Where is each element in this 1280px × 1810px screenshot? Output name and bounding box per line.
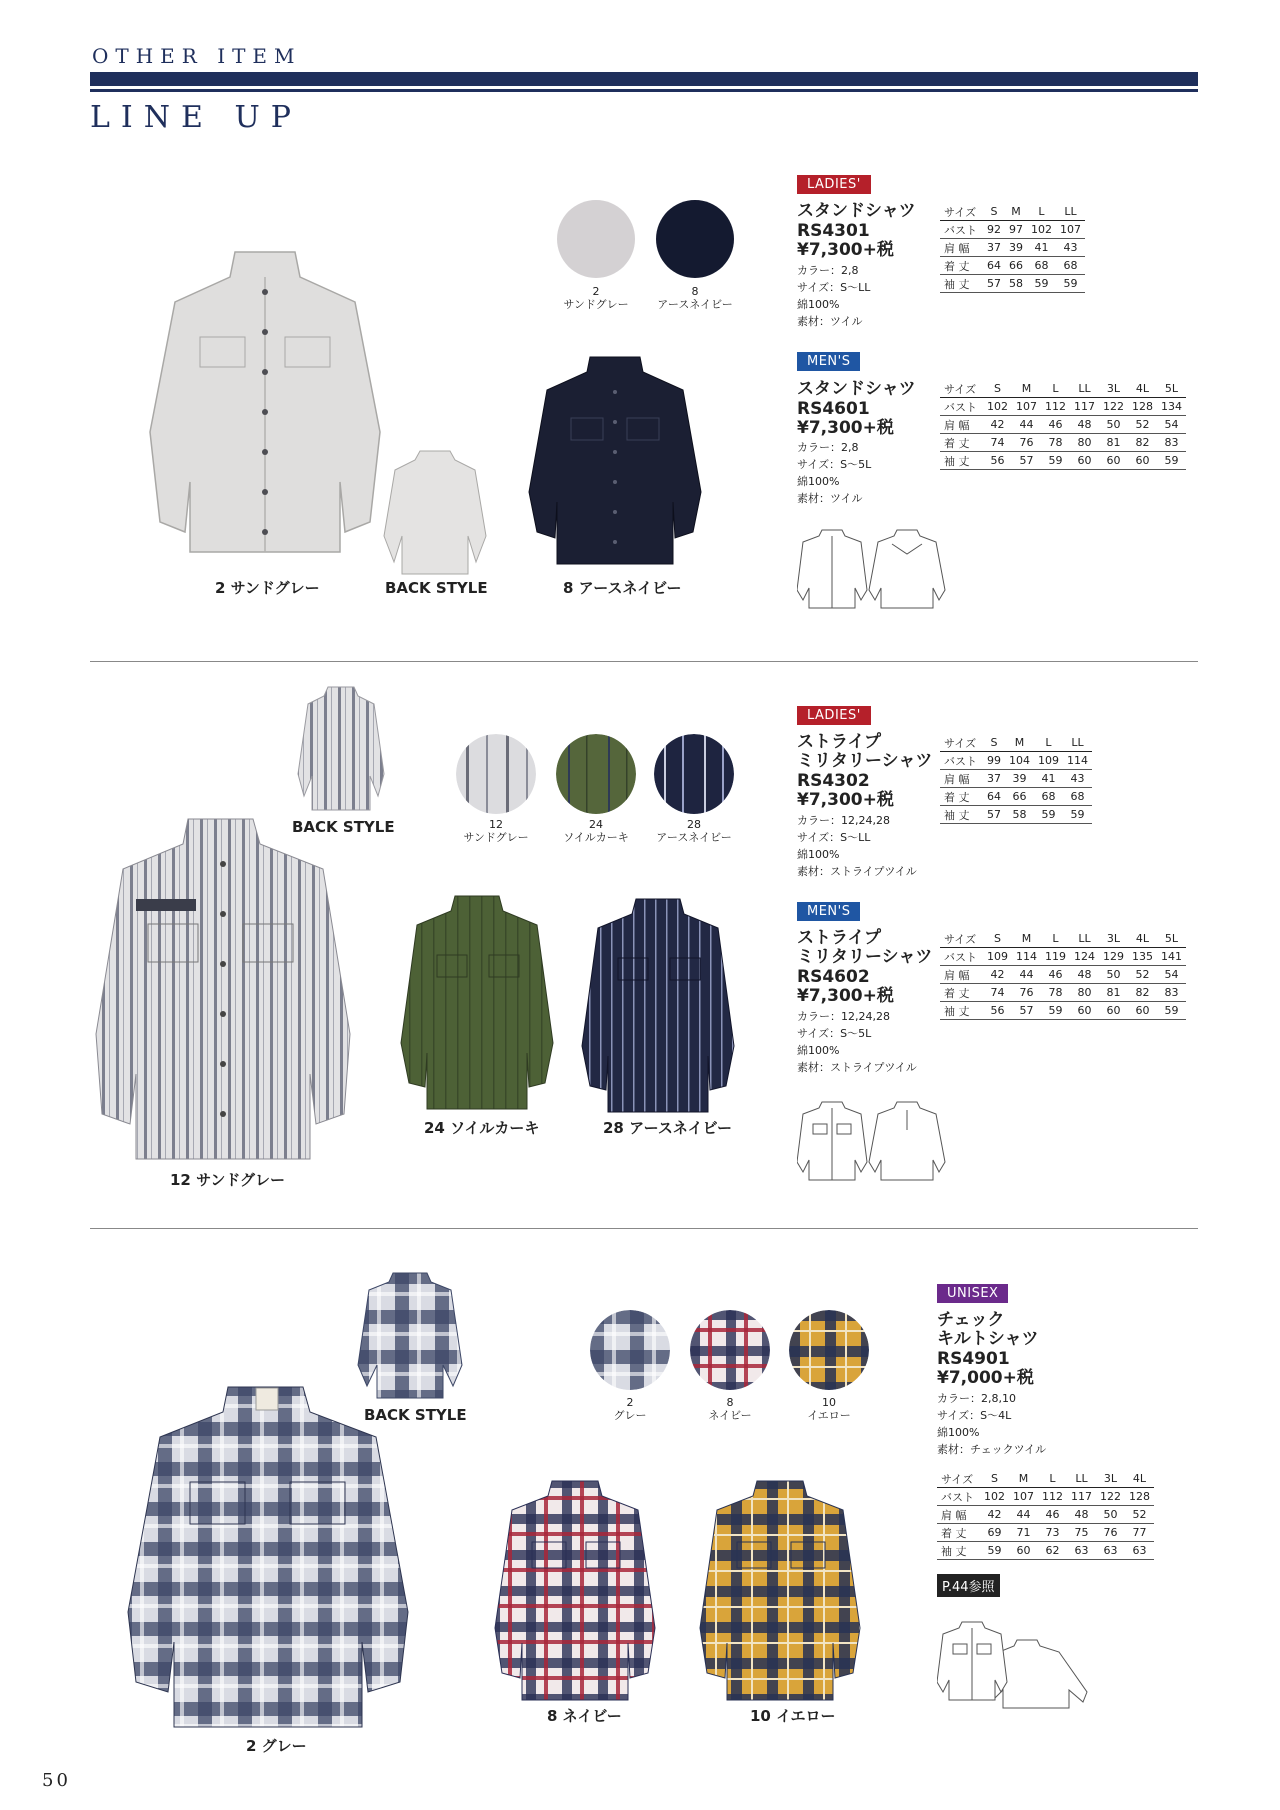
shirt-image-stripe-sand-grey: [88, 814, 358, 1164]
size-table-cell: 54: [1157, 416, 1186, 434]
size-table-cell: 58: [1005, 806, 1034, 824]
size-table-cell: 41: [1027, 239, 1056, 257]
size-table-cell: LL: [1063, 734, 1092, 752]
size-table-cell: 59: [1027, 275, 1056, 293]
caption-soil-khaki: 24 ソイルカーキ: [424, 1119, 540, 1137]
size-table-cell: 68: [1027, 257, 1056, 275]
badge-ladies-1: LADIES': [797, 175, 871, 194]
swatch-label-2-grey: 2 グレー: [613, 1396, 647, 1422]
swatch-label-earth-navy: 8 アースネイビー: [657, 285, 733, 311]
size-table-row: [940, 752, 1092, 770]
size-table-row: [940, 398, 1186, 416]
size-table-cell: 5L: [1157, 380, 1186, 398]
swatch-plaid-grey: [590, 1310, 670, 1390]
product-price-rs4301: ¥7,300+税: [797, 240, 894, 260]
size-table-cell: 57: [1012, 452, 1041, 470]
size-table-cell: 着 丈: [940, 434, 983, 452]
size-table-cell: 57: [1012, 1002, 1041, 1020]
size-table-cell: 60: [1099, 452, 1128, 470]
size-table-cell: 52: [1128, 966, 1157, 984]
size-table-cell: 134: [1157, 398, 1186, 416]
size-table-row: [940, 434, 1186, 452]
size-table-cell: サイズ: [937, 1470, 980, 1488]
shirt-image-stripe-earth-navy: [578, 896, 738, 1116]
shirt-image-soil-khaki: [397, 893, 557, 1113]
product-meta-rs4601: カラー：2,8 サイズ：S～5L 綿100% 素材：ツイル: [797, 441, 872, 505]
caption-plaid-grey: 2 グレー: [246, 1737, 307, 1755]
shirt-image-plaid-grey: [118, 1382, 418, 1732]
size-table-header-row: [940, 203, 1085, 221]
caption-stripe-sand-grey: 12 サンドグレー: [170, 1171, 286, 1189]
size-table-cell: 肩 幅: [940, 770, 983, 788]
size-table-cell: 56: [983, 1002, 1012, 1020]
size-table-cell: M: [1005, 734, 1034, 752]
size-table-cell: 着 丈: [940, 257, 983, 275]
product-name1-rs4901: チェック: [937, 1310, 1005, 1330]
caption-plaid-navy: 8 ネイビー: [547, 1707, 622, 1725]
size-table-row: [940, 984, 1186, 1002]
size-table-cell: バスト: [940, 221, 983, 239]
size-table-cell: 3L: [1099, 930, 1128, 948]
caption-back-style-1: BACK STYLE: [385, 579, 488, 597]
size-table-cell: 37: [983, 239, 1005, 257]
size-table-cell: 76: [1012, 984, 1041, 1002]
size-table-cell: 129: [1099, 948, 1128, 966]
size-table-cell: 107: [1056, 221, 1085, 239]
size-table-cell: 59: [980, 1542, 1009, 1560]
size-table-cell: 4L: [1128, 930, 1157, 948]
size-table-cell: 128: [1128, 398, 1157, 416]
size-table-cell: 107: [1012, 398, 1041, 416]
size-table-cell: 60: [1128, 452, 1157, 470]
size-table-cell: 4L: [1125, 1470, 1154, 1488]
size-table-header-row: [940, 734, 1092, 752]
size-table-cell: 袖 丈: [940, 275, 983, 293]
header-category: OTHER ITEM: [92, 44, 302, 68]
size-table-cell: M: [1005, 203, 1027, 221]
swatch-earth-navy: [656, 200, 734, 278]
size-table-cell: 80: [1070, 984, 1099, 1002]
size-table-header-row: [940, 380, 1186, 398]
shirt-image-plaid-navy: [490, 1478, 660, 1703]
size-table-cell: 124: [1070, 948, 1099, 966]
product-code-rs4602: RS4602: [797, 967, 870, 987]
size-table-cell: 75: [1067, 1524, 1096, 1542]
size-table-row: [940, 770, 1092, 788]
product-name2-rs4901: キルトシャツ: [937, 1329, 1039, 1349]
badge-mens-2: MEN'S: [797, 902, 860, 921]
product-name-rs4301: スタンドシャツ: [797, 201, 916, 221]
shirt-image-back-style-3: [355, 1270, 465, 1400]
size-table-cell: 4L: [1128, 380, 1157, 398]
size-table-cell: 48: [1070, 416, 1099, 434]
size-table-cell: M: [1009, 1470, 1038, 1488]
caption-plaid-yellow: 10 イエロー: [750, 1707, 836, 1725]
size-table-cell: 119: [1041, 948, 1070, 966]
line-drawing-military-shirt: [797, 1100, 947, 1182]
size-table-cell: 78: [1041, 434, 1070, 452]
size-table-row: [940, 966, 1186, 984]
size-table-rs4901: [937, 1470, 1154, 1560]
size-table-cell: L: [1041, 380, 1070, 398]
size-table-cell: 着 丈: [940, 984, 983, 1002]
swatch-label-sand-grey: 2 サンドグレー: [563, 285, 629, 311]
size-table-cell: 76: [1096, 1524, 1125, 1542]
product-name2-rs4302: ミリタリーシャツ: [797, 751, 933, 771]
shirt-image-back-style-2: [296, 684, 386, 814]
size-table-cell: 54: [1157, 966, 1186, 984]
size-table-cell: 83: [1157, 984, 1186, 1002]
size-table-cell: 62: [1038, 1542, 1067, 1560]
size-table-cell: S: [983, 930, 1012, 948]
size-table-rs4301: [940, 203, 1085, 293]
size-table-cell: 59: [1034, 806, 1063, 824]
size-table-cell: S: [983, 380, 1012, 398]
size-table-cell: 39: [1005, 770, 1034, 788]
size-table-header-row: [940, 930, 1186, 948]
badge-ladies-2: LADIES': [797, 706, 871, 725]
size-table-cell: 78: [1041, 984, 1070, 1002]
size-table-cell: 肩 幅: [937, 1506, 980, 1524]
size-table-cell: 76: [1012, 434, 1041, 452]
size-table-cell: 60: [1070, 1002, 1099, 1020]
size-table-row: [940, 1002, 1186, 1020]
product-name1-rs4602: ストライプ: [797, 928, 881, 948]
size-table-cell: LL: [1067, 1470, 1096, 1488]
size-table-cell: 50: [1099, 416, 1128, 434]
size-table-cell: 50: [1096, 1506, 1125, 1524]
size-table-cell: 66: [1005, 257, 1027, 275]
swatch-stripe-sand-grey: [456, 734, 536, 814]
header-rule: [90, 72, 1198, 86]
product-meta-rs4302: カラー：12,24,28 サイズ：S～LL 綿100% 素材：ストライプツイル: [797, 814, 917, 878]
size-table-cell: 37: [983, 770, 1005, 788]
size-table-cell: 66: [1005, 788, 1034, 806]
page-title: LINE UP: [90, 100, 302, 135]
size-table-row: [940, 239, 1085, 257]
size-table-row: [940, 452, 1186, 470]
size-table-cell: 99: [983, 752, 1005, 770]
size-table-cell: 63: [1096, 1542, 1125, 1560]
size-table-cell: 107: [1009, 1488, 1038, 1506]
size-table-cell: 着 丈: [940, 788, 983, 806]
swatch-label-24: 24 ソイルカーキ: [563, 818, 629, 844]
line-drawing-quilt-shirt: [937, 1620, 1097, 1710]
size-table-cell: 3L: [1096, 1470, 1125, 1488]
size-table-cell: LL: [1070, 380, 1099, 398]
size-table-cell: 59: [1056, 275, 1085, 293]
size-table-cell: 141: [1157, 948, 1186, 966]
size-table-cell: 109: [983, 948, 1012, 966]
badge-mens-1: MEN'S: [797, 352, 860, 371]
size-table-cell: サイズ: [940, 380, 983, 398]
size-table-row: [937, 1524, 1154, 1542]
size-table-cell: バスト: [940, 398, 983, 416]
product-meta-rs4301: カラー：2,8 サイズ：S～LL 綿100% 素材：ツイル: [797, 264, 871, 328]
size-table-cell: 56: [983, 452, 1012, 470]
size-table-cell: 81: [1099, 984, 1128, 1002]
swatch-soil-khaki: [556, 734, 636, 814]
size-table-cell: サイズ: [940, 734, 983, 752]
size-table-cell: 114: [1063, 752, 1092, 770]
size-table-cell: S: [983, 734, 1005, 752]
size-table-cell: L: [1041, 930, 1070, 948]
caption-back-style-3: BACK STYLE: [364, 1406, 467, 1424]
size-table-row: [937, 1488, 1154, 1506]
swatch-label-8-navy: 8 ネイビー: [708, 1396, 752, 1422]
shirt-image-back-style-1: [380, 446, 490, 576]
product-price-rs4602: ¥7,300+税: [797, 986, 894, 1006]
caption-earth-navy: 8 アースネイビー: [563, 579, 682, 597]
caption-stripe-earth-navy: 28 アースネイビー: [603, 1119, 732, 1137]
size-table-cell: 69: [980, 1524, 1009, 1542]
size-table-cell: 59: [1041, 452, 1070, 470]
size-table-cell: 48: [1070, 966, 1099, 984]
product-code-rs4301: RS4301: [797, 221, 870, 241]
swatch-label-12: 12 サンドグレー: [463, 818, 529, 844]
size-table-cell: 64: [983, 257, 1005, 275]
size-table-cell: 袖 丈: [940, 1002, 983, 1020]
size-table-cell: 42: [980, 1506, 1009, 1524]
size-table-cell: 42: [983, 966, 1012, 984]
size-table-cell: 44: [1009, 1506, 1038, 1524]
swatch-stripe-earth-navy: [654, 734, 734, 814]
size-table-row: [940, 257, 1085, 275]
size-table-cell: 60: [1128, 1002, 1157, 1020]
shirt-image-sand-grey: [140, 232, 390, 562]
size-table-cell: 肩 幅: [940, 239, 983, 257]
size-table-cell: 109: [1034, 752, 1063, 770]
header-rule-thin: [90, 89, 1198, 92]
size-table-cell: 60: [1009, 1542, 1038, 1560]
product-code-rs4302: RS4302: [797, 771, 870, 791]
size-table-cell: 52: [1125, 1506, 1154, 1524]
size-table-cell: M: [1012, 930, 1041, 948]
product-price-rs4601: ¥7,300+税: [797, 418, 894, 438]
size-table-row: [940, 948, 1186, 966]
product-code-rs4901: RS4901: [937, 1349, 1010, 1369]
size-table-cell: 73: [1038, 1524, 1067, 1542]
size-table-cell: 59: [1157, 1002, 1186, 1020]
size-table-cell: LL: [1070, 930, 1099, 948]
size-table-header-row: [937, 1470, 1154, 1488]
size-table-cell: 74: [983, 984, 1012, 1002]
size-table-cell: 43: [1056, 239, 1085, 257]
size-table-cell: 102: [983, 398, 1012, 416]
product-name-rs4601: スタンドシャツ: [797, 379, 916, 399]
size-table-cell: 袖 丈: [937, 1542, 980, 1560]
size-table-cell: 57: [983, 275, 1005, 293]
size-table-cell: 64: [983, 788, 1005, 806]
size-table-cell: 122: [1099, 398, 1128, 416]
size-table-cell: 46: [1041, 416, 1070, 434]
caption-sand-grey: 2 サンドグレー: [215, 579, 320, 597]
size-table-rs4601: [940, 380, 1186, 470]
size-table-cell: 117: [1067, 1488, 1096, 1506]
size-table-cell: サイズ: [940, 203, 983, 221]
size-table-row: [937, 1506, 1154, 1524]
product-meta-rs4901: カラー：2,8,10 サイズ：S～4L 綿100% 素材：チェックツイル: [937, 1392, 1047, 1456]
size-table-cell: 68: [1056, 257, 1085, 275]
line-drawing-stand-shirt: [797, 528, 947, 610]
size-table-cell: 肩 幅: [940, 416, 983, 434]
size-table-cell: 58: [1005, 275, 1027, 293]
shirt-image-plaid-yellow: [695, 1478, 865, 1703]
swatch-label-10-yellow: 10 イエロー: [807, 1396, 851, 1422]
caption-back-style-2: BACK STYLE: [292, 818, 395, 836]
size-table-cell: 102: [1027, 221, 1056, 239]
size-table-cell: LL: [1056, 203, 1085, 221]
size-table-cell: 63: [1125, 1542, 1154, 1560]
product-name2-rs4602: ミリタリーシャツ: [797, 947, 933, 967]
size-table-cell: 59: [1157, 452, 1186, 470]
size-table-cell: 44: [1012, 966, 1041, 984]
size-table-cell: 42: [983, 416, 1012, 434]
size-table-cell: 57: [983, 806, 1005, 824]
size-table-cell: 5L: [1157, 930, 1186, 948]
product-price-rs4302: ¥7,300+税: [797, 790, 894, 810]
size-table-cell: 104: [1005, 752, 1034, 770]
size-table-row: [940, 416, 1186, 434]
size-table-cell: 68: [1034, 788, 1063, 806]
size-table-cell: L: [1038, 1470, 1067, 1488]
size-table-cell: 39: [1005, 239, 1027, 257]
size-table-cell: 48: [1067, 1506, 1096, 1524]
size-table-cell: L: [1034, 734, 1063, 752]
shirt-image-earth-navy: [525, 352, 705, 567]
swatch-sand-grey: [557, 200, 635, 278]
badge-unisex: UNISEX: [937, 1284, 1008, 1303]
size-table-cell: 112: [1041, 398, 1070, 416]
size-table-cell: 117: [1070, 398, 1099, 416]
size-table-cell: 59: [1041, 1002, 1070, 1020]
size-table-rs4602: [940, 930, 1186, 1020]
product-price-rs4901: ¥7,000+税: [937, 1368, 1034, 1388]
size-table-cell: 袖 丈: [940, 452, 983, 470]
swatch-plaid-yellow: [789, 1310, 869, 1390]
size-table-cell: 46: [1038, 1506, 1067, 1524]
size-table-cell: 80: [1070, 434, 1099, 452]
size-table-cell: 袖 丈: [940, 806, 983, 824]
size-table-cell: 52: [1128, 416, 1157, 434]
size-table-cell: L: [1027, 203, 1056, 221]
size-table-cell: 82: [1128, 434, 1157, 452]
size-table-row: [940, 788, 1092, 806]
size-table-cell: S: [983, 203, 1005, 221]
size-table-cell: 肩 幅: [940, 966, 983, 984]
size-table-cell: M: [1012, 380, 1041, 398]
size-table-cell: 3L: [1099, 380, 1128, 398]
size-table-cell: 着 丈: [937, 1524, 980, 1542]
size-table-cell: 122: [1096, 1488, 1125, 1506]
swatch-plaid-navy: [690, 1310, 770, 1390]
product-meta-rs4602: カラー：12,24,28 サイズ：S～5L 綿100% 素材：ストライプツイル: [797, 1010, 917, 1074]
size-table-row: [937, 1542, 1154, 1560]
section-divider-1: [90, 661, 1198, 662]
size-table-row: [940, 221, 1085, 239]
size-table-cell: S: [980, 1470, 1009, 1488]
size-table-cell: 102: [980, 1488, 1009, 1506]
size-table-cell: サイズ: [940, 930, 983, 948]
size-table-cell: 50: [1099, 966, 1128, 984]
size-table-cell: 41: [1034, 770, 1063, 788]
size-table-cell: 71: [1009, 1524, 1038, 1542]
size-table-cell: 97: [1005, 221, 1027, 239]
size-table-cell: 82: [1128, 984, 1157, 1002]
size-table-cell: 112: [1038, 1488, 1067, 1506]
size-table-cell: 92: [983, 221, 1005, 239]
product-code-rs4601: RS4601: [797, 399, 870, 419]
size-table-row: [940, 806, 1092, 824]
size-table-row: [940, 275, 1085, 293]
size-table-cell: 43: [1063, 770, 1092, 788]
size-table-cell: 59: [1063, 806, 1092, 824]
size-table-cell: 44: [1012, 416, 1041, 434]
size-table-cell: 68: [1063, 788, 1092, 806]
size-table-cell: 46: [1041, 966, 1070, 984]
size-table-cell: バスト: [940, 948, 983, 966]
size-table-cell: 81: [1099, 434, 1128, 452]
swatch-label-28: 28 アースネイビー: [656, 818, 732, 844]
size-table-cell: 74: [983, 434, 1012, 452]
size-table-cell: 77: [1125, 1524, 1154, 1542]
size-table-cell: 114: [1012, 948, 1041, 966]
page-reference-badge: P.44参照: [937, 1574, 1000, 1597]
product-name1-rs4302: ストライプ: [797, 732, 881, 752]
size-table-cell: バスト: [937, 1488, 980, 1506]
size-table-rs4302: [940, 734, 1092, 824]
size-table-cell: 83: [1157, 434, 1186, 452]
size-table-cell: 60: [1099, 1002, 1128, 1020]
page-number: 50: [42, 1770, 71, 1791]
size-table-cell: バスト: [940, 752, 983, 770]
size-table-cell: 128: [1125, 1488, 1154, 1506]
section-divider-2: [90, 1228, 1198, 1229]
size-table-cell: 63: [1067, 1542, 1096, 1560]
size-table-cell: 135: [1128, 948, 1157, 966]
size-table-cell: 60: [1070, 452, 1099, 470]
